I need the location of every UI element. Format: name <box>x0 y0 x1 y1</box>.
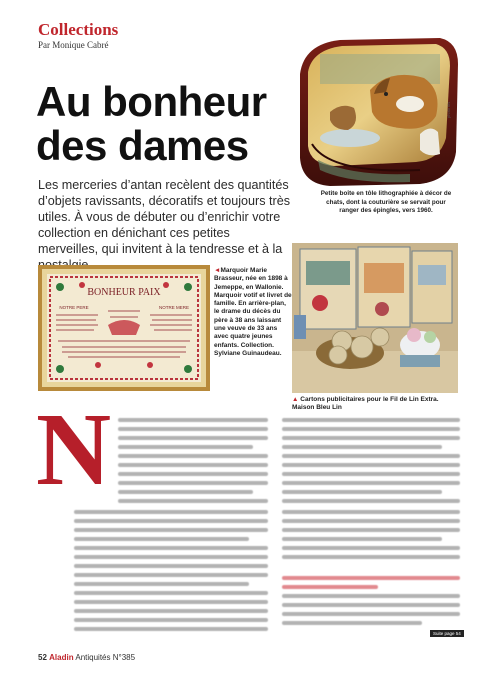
body-text-line <box>282 555 460 559</box>
body-text-line <box>74 510 268 514</box>
body-text-line <box>118 427 268 431</box>
sampler-right-text: NOTRE MERE <box>158 305 190 310</box>
body-text-line <box>282 537 442 541</box>
cartons-photo <box>292 243 458 393</box>
caption-marker-icon: ◄ <box>214 267 221 274</box>
body-text-line <box>282 576 460 580</box>
body-text-line <box>282 603 460 607</box>
issue-label: Antiquités N°385 <box>75 653 136 662</box>
body-text-line <box>282 490 442 494</box>
tin-caption: Petite boîte en tôle lithographiée à décor de chats, dont la couturière se servait pour ranger des épingles, vers 1960. <box>320 190 452 215</box>
body-text-line <box>74 555 268 559</box>
magazine-name: Aladin <box>49 653 74 662</box>
byline: Par Monique Cabré <box>38 40 109 50</box>
body-text-line <box>118 481 268 485</box>
sampler-photo <box>38 265 210 391</box>
body-text-line <box>282 546 460 550</box>
body-text-line <box>74 564 268 568</box>
body-text-line <box>74 591 268 595</box>
page-footer <box>38 653 135 662</box>
body-text-line <box>282 528 460 532</box>
body-text-line <box>282 612 460 616</box>
sampler-caption-text: Marquoir Marie Brasseur, née en 1898 à Jemeppe, en Wallonie. Marquoir votif et livret de famille. En arrière-plan, le drame du décès du père à 38 ans laissant une veuve de 33 ans avec quatre jeunes enfants. Collection. Sylviane Guinaudeau. <box>214 267 292 357</box>
caption-marker-icon: ▲ <box>292 396 299 403</box>
cartons-caption <box>292 396 462 413</box>
body-text-line <box>74 609 268 613</box>
section-title: Collections <box>38 20 119 39</box>
body-text-line <box>282 499 460 503</box>
body-text-line <box>74 600 268 604</box>
body-text-line <box>118 454 268 458</box>
body-text-line <box>282 463 460 467</box>
body-text-line <box>74 573 268 577</box>
body-text-line <box>282 481 460 485</box>
sampler-left-text: NOTRE PERE <box>59 305 89 310</box>
article-intro: Les merceries d’antan recèlent des quantités d’objets ravissants, décoratifs et toujours très utiles. À vous de débuter ou d’enrichir votre collection en dénichant ces petites merveilles, qui invitent à la tendresse et à la <box>38 178 290 256</box>
body-text-line <box>118 445 253 449</box>
body-text-line <box>74 627 268 631</box>
body-text-line <box>74 582 249 586</box>
body-text-line <box>118 499 268 503</box>
sampler-caption <box>214 267 292 358</box>
body-text-line <box>74 537 249 541</box>
body-text-line <box>118 436 268 440</box>
tin-box-photo <box>290 34 462 188</box>
sampler-bonheur-text: BONHEUR PAIX <box>87 287 161 298</box>
body-text-line <box>118 490 253 494</box>
cartons-caption-text: Cartons publicitaires pour le Fil de Lin Extra. Maison Bleu Lin <box>292 396 439 412</box>
body-text-line <box>74 519 268 523</box>
body-text-line <box>282 427 460 431</box>
body-text-line <box>74 546 268 550</box>
drop-cap: N <box>36 392 112 507</box>
body-text-line <box>118 472 268 476</box>
continued-note: Suite page 54 <box>430 630 464 637</box>
article-title: Au bonheur des dames <box>36 78 267 169</box>
body-text-line <box>74 618 268 622</box>
body-text-line <box>282 621 422 625</box>
body-text-line <box>282 436 460 440</box>
page-number: 52 <box>38 653 47 662</box>
body-text-line <box>282 510 460 514</box>
body-text-line <box>118 418 268 422</box>
body-text-line <box>282 418 460 422</box>
body-text-line <box>282 454 460 458</box>
body-text-line <box>282 445 442 449</box>
body-text-line <box>282 585 378 589</box>
photo-credit: photo tifs <box>446 101 451 118</box>
body-text-line <box>74 528 268 532</box>
body-text-line <box>282 472 460 476</box>
body-text-line <box>282 594 460 598</box>
body-text-line <box>118 463 268 467</box>
body-text-line <box>282 519 460 523</box>
